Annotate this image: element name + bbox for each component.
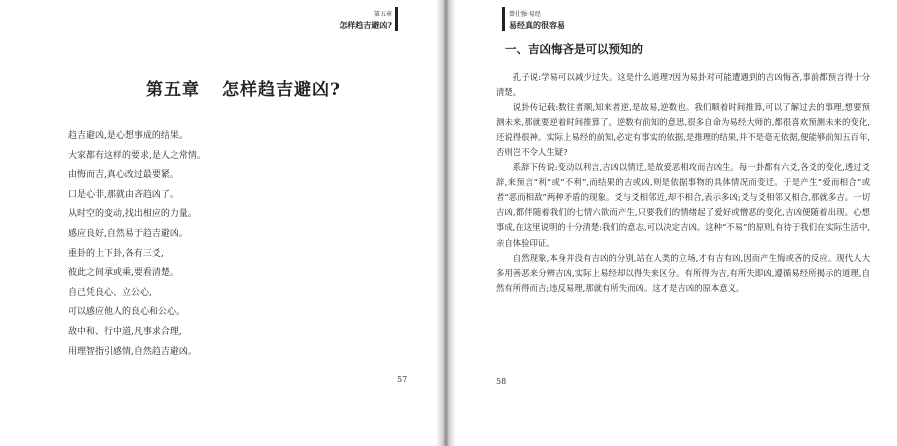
poem-line: 从时空的变动,找出相应的力量。 <box>68 209 197 220</box>
right-page-number: 58 <box>496 377 507 386</box>
left-header-rule <box>395 7 398 31</box>
poem-line: 大家都有这样的要求,是人之常情。 <box>68 150 206 161</box>
poem-line: 由悔而吉,真心改过最要紧。 <box>68 170 179 181</box>
poem-line: 趋吉避凶,是心想事成的结果。 <box>68 131 188 141</box>
chapter-name: 怎样趋吉避凶? <box>222 80 341 100</box>
poem-line: 可以感应他人的良心和公心。 <box>68 307 186 318</box>
right-page <box>456 0 897 446</box>
book-gutter <box>436 0 456 446</box>
section-title: 一、吉凶悔吝是可以预知的 <box>505 42 643 56</box>
paragraph: 说卦传记载:数往者顺,知来者逆,是故易,逆数也。我们顺着时间推算,可以了解过去的事理,想要预测未来,那就要逆着时间推算了。逆数有前知的意思,很多自命为易经大师的,都很喜欢预测未来的变化,还说得很神。实际上易经的前知,必定有事实的依据,是推理的结果,并不是毫无依据,便能够前知五百年,否则岂不令人生疑? <box>496 102 870 158</box>
chapter-title <box>146 75 363 100</box>
paragraph: 系辞下传说:变动以利言,吉凶以情迁,是故爱恶相攻而吉凶生。每一卦都有六爻,各爻的变化,透过爻辞,来预言“利”或“不利”,而结果的吉或凶,则是依据事物的具体情况而变迁。于是产生“爱而相合”或者“恶而相敌”两种矛盾的现象。爻与爻相邻近,却不相合,表示多凶;爻与爻相邻又相合,那就多吉。一切吉凶,都伴随着我们的七情六欲而产生,只要我们的情绪起了爱好或憎恶的变化,吉凶便随着出现。心想事成,在这里说明的十分清楚:我们的意志,可以决定吉凶。这种“不易”的原则,有待于我们在实际生活中,亲自体验印证。 <box>496 162 870 248</box>
poem-line: 重卦的上下卦,各有三爻, <box>68 248 164 259</box>
right-header-rule <box>502 7 505 31</box>
chapter-label: 第五章 <box>146 80 200 100</box>
poem-line: 彼此之间承或乘,要看清楚。 <box>68 268 179 279</box>
left-running-header <box>339 10 392 30</box>
body-text <box>496 70 870 296</box>
left-header-chapter: 第五章 <box>373 11 392 18</box>
left-header-title: 怎样趋吉避凶? <box>339 20 392 30</box>
poem-line: 口是心非,那就由吝趋凶了。 <box>68 189 179 200</box>
right-header-series: 曾仕强·易经 <box>509 11 541 18</box>
poem-line: 感应良好,自然易于趋吉避凶。 <box>68 228 188 239</box>
right-header-title: 易经真的很容易 <box>509 20 565 30</box>
poem-line: 用理智指引感情,自然趋吉避凶。 <box>68 346 197 357</box>
poem-line: 敌中和、行中道,凡事求合理, <box>68 326 182 337</box>
left-page <box>0 0 436 446</box>
poem-line: 自己凭良心、立公心, <box>68 287 152 298</box>
chapter-poem <box>68 127 206 362</box>
paragraph: 自然现象,本身并没有吉凶的分别,站在人类的立场,才有吉有凶,因而产生悔或吝的反应。现代人大多用善恶来分辨吉凶,实际上易经却以得失来区分。有所得为吉,有所失即凶,遵循易经所揭示的道理,自然有所得而吉;违反易理,那就有所失而凶。这才是吉凶的原本意义。 <box>496 252 870 293</box>
paragraph: 孔子说:学易可以减少过失。这是什么道理?因为易卦对可能遭遇到的吉凶悔吝,事前都预言得十分清楚。 <box>496 72 870 98</box>
left-page-number: 57 <box>397 375 408 384</box>
right-running-header <box>509 10 565 30</box>
